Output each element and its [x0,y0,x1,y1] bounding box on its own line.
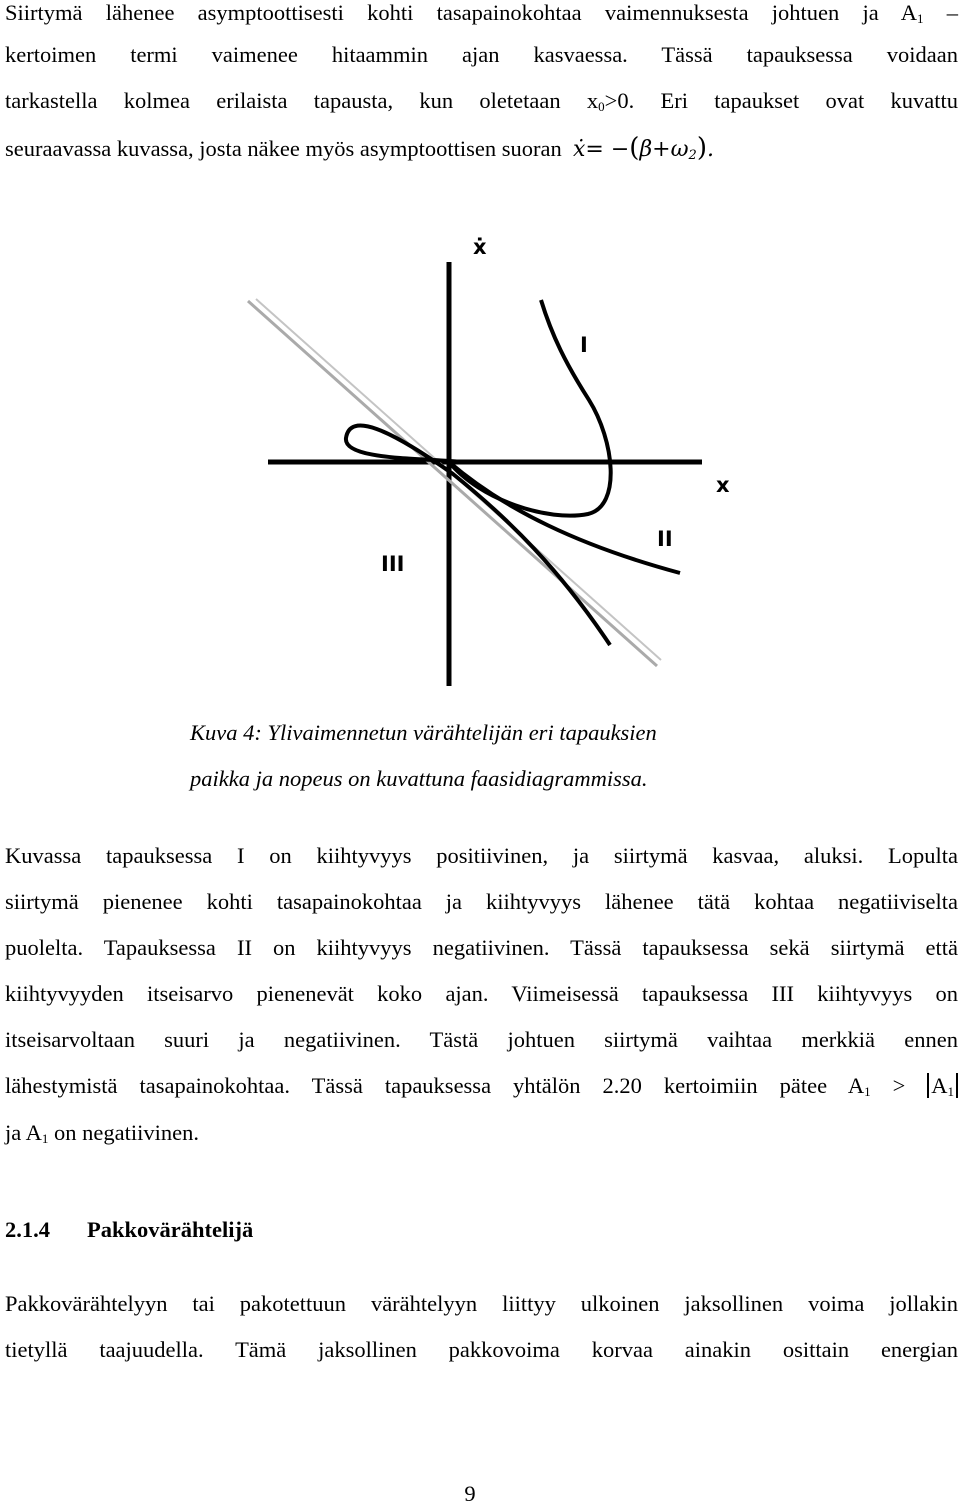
asymptote-equation: ẋ= $-(\beta+\omega_2)$. [573,133,714,163]
body-line-1: Kuvassa tapauksessa I on kiihtyvyys positiivinen, ja siirtymä kasvaa, aluksi. Lopulta [5,843,958,868]
body-line-4: kiihtyvyyden itseisarvo pienenevät koko ajan. Viimeisessä tapauksessa III kiihtyvyys on [5,981,958,1006]
intro-line-2: kertoimen termi vaimenee hitaammin ajan kasvaessa. Tässä tapauksessa voidaan [5,42,958,67]
phase-diagram-figure [0,0,960,700]
figure-caption-line-1: Kuva 4: Ylivaimennetun värähtelijän eri tapauksien [190,720,657,745]
body-line-3: puolelta. Tapauksessa II on kiihtyvyys negatiivinen. Tässä tapauksessa sekä siirtymä että [5,935,958,960]
curve-label-III: III [381,552,405,576]
absolute-value-A1: $A_1$ [927,1073,958,1098]
y-axis-label: ẋ [473,235,487,259]
body-line-5: itseisarvoltaan suuri ja negatiivinen. Tästä johtuen siirtymä vaihtaa merkkiä ennen [5,1027,958,1052]
section-title: Pakkovärähtelijä [87,1217,254,1242]
section-body-line-1: Pakkovärähtelyyn tai pakotettuun värähtelyyn liittyy ulkoinen jaksollinen voima jollakin [5,1291,958,1316]
body-line-7: ja $A_1$ on negatiivinen. [5,1120,199,1146]
asymptote-line [248,301,657,666]
section-heading [5,1213,253,1247]
intro-line-3: tarkastella kolmea erilaista tapausta, kun oletetaan $x_0>0$. Eri tapaukset ovat kuvattu [5,88,958,114]
x-axis-label: x [716,473,730,497]
body-line-6: lähestymistä tasapainokohtaa. Tässä tapauksessa yhtälön 2.20 kertoimiin pätee $A_1 > A_1$ [5,1069,958,1103]
curve-label-I: I [580,333,588,357]
curve-label-II: II [657,527,673,551]
section-number: 2.1.4 [5,1217,50,1242]
page-number: 9 [464,1481,476,1506]
intro-line-4: seuraavassa kuvassa, josta näkee myös asymptoottisen suoran ẋ= $-(\beta+\omega_2)$. [5,133,714,163]
intro-line-1: Siirtymä lähenee asymptoottisesti kohti tasapainokohtaa vaimennuksesta johtuen ja $A_1$ – [5,0,959,26]
figure-caption-line-2: paikka ja nopeus on kuvattuna faasidiagrammissa. [190,766,648,791]
section-body-line-2: tietyllä taajuudella. Tämä jaksollinen pakkovoima korvaa ainakin osittain energian [5,1337,958,1362]
body-line-2: siirtymä pienenee kohti tasapainokohtaa ja kiihtyvyys lähenee tätä kohtaa negatiiviselta [5,889,958,914]
